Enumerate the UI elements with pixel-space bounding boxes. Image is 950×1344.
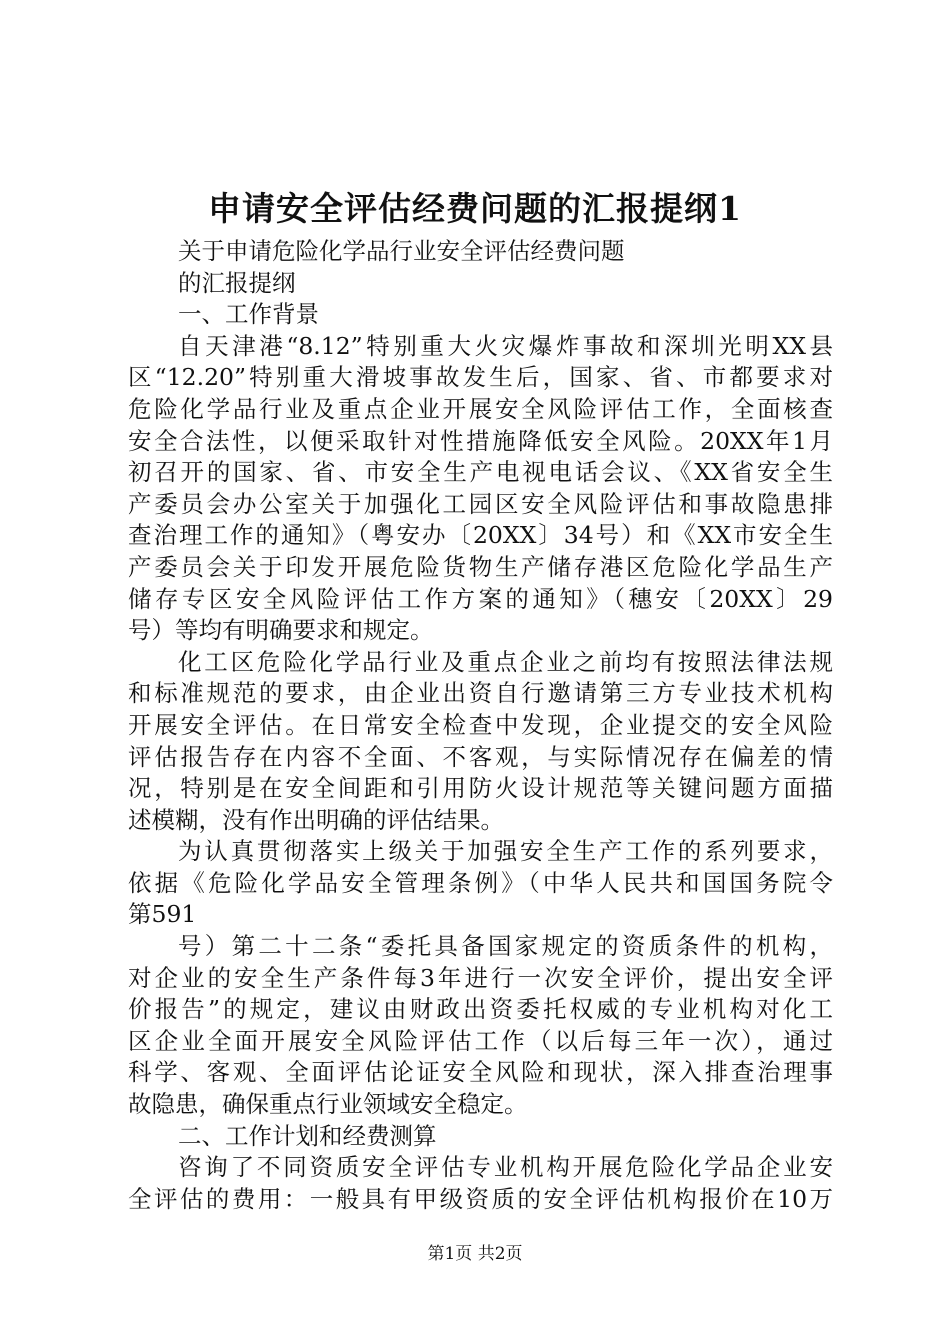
text-line: 的汇报提纲 (178, 268, 296, 297)
text-line: 为认真贯彻落实上级关于加强安全生产工作的系列要求， (178, 837, 833, 866)
text-line: 号）等均有明确要求和规定。 (128, 616, 434, 645)
text-line: 产委员会关于印发开展危险货物生产储存港区危险化学品生产 (128, 552, 833, 581)
text-line: 查治理工作的通知》（粤安办〔20XX〕34号）和《XX市安全生 (128, 521, 833, 550)
text-line: 关于申请危险化学品行业安全评估经费问题 (178, 237, 625, 265)
text-line: 号）第二十二条“委托具备国家规定的资质条件的机构， (178, 932, 833, 961)
document-body (128, 236, 833, 1215)
text-line: 自天津港“8.12”特别重大火灾爆炸事故和深圳光明XX县 (178, 331, 833, 360)
text-line: 依据《危险化学品安全管理条例》（中华人民共和国国务院令 (128, 868, 833, 897)
text-line: 安全合法性，以便采取针对性措施降低安全风险。20XX年1月 (128, 426, 833, 455)
text-line: 对企业的安全生产条件每3年进行一次安全评价，提出安全评 (128, 963, 833, 992)
text-line: 区“12.20”特别重大滑坡事故发生后，国家、省、市都要求对 (128, 363, 833, 392)
text-line: 故隐患，确保重点行业领域安全稳定。 (128, 1090, 528, 1119)
text-line: 全评估的费用：一般具有甲级资质的安全评估机构报价在10万 (128, 1184, 833, 1213)
document-title: 申请安全评估经费问题的汇报提纲1 (208, 189, 742, 228)
page-footer: 第1页 共2页 (427, 1244, 523, 1264)
text-line: 产委员会办公室关于加强化工园区安全风险评估和事故隐患排 (128, 489, 833, 518)
text-line: 咨询了不同资质安全评估专业机构开展危险化学品企业安 (178, 1153, 833, 1182)
text-line: 区企业全面开展安全风险评估工作（以后每三年一次），通过 (128, 1026, 833, 1055)
text-line: 况，特别是在安全间距和引用防火设计规范等关键问题方面描 (128, 774, 833, 803)
text-line: 储存专区安全风险评估工作方案的通知》（穗安〔20XX〕29 (128, 584, 833, 613)
text-line: 开展安全评估。在日常安全检查中发现，企业提交的安全风险 (128, 710, 833, 739)
text-line: 初召开的国家、省、市安全生产电视电话会议、《XX省安全生 (128, 458, 833, 487)
text-line: 述模糊，没有作出明确的评估结果。 (128, 805, 504, 834)
text-line: 评估报告存在内容不全面、不客观，与实际情况存在偏差的情 (128, 742, 833, 771)
text-line: 第591 (128, 900, 197, 929)
text-line: 二、工作计划和经费测算 (178, 1121, 437, 1150)
text-line: 科学、客观、全面评估论证安全风险和现状，深入排查治理事 (128, 1058, 833, 1087)
text-line: 危险化学品行业及重点企业开展安全风险评估工作，全面核查 (128, 394, 833, 423)
text-line: 化工区危险化学品行业及重点企业之前均有按照法律法规 (178, 647, 833, 676)
text-line: 一、工作背景 (178, 300, 319, 329)
text-line: 价报告”的规定，建议由财政出资委托权威的专业机构对化工 (128, 995, 833, 1024)
text-line: 和标准规范的要求，由企业出资自行邀请第三方专业技术机构 (128, 679, 833, 708)
